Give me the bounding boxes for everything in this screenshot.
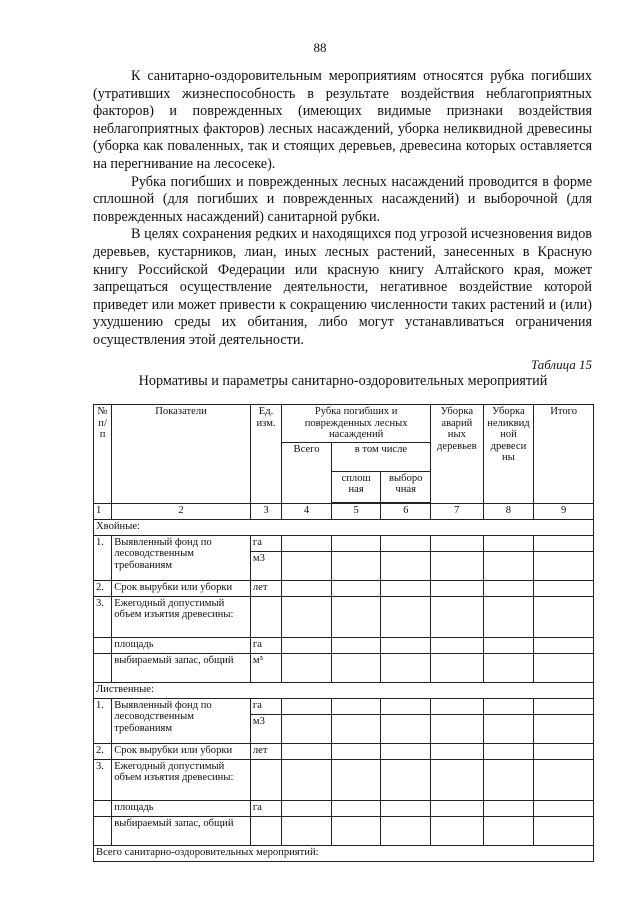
row-num [94, 637, 112, 653]
body-text [93, 68, 592, 350]
row-label: выбираемый запас, общий [112, 816, 251, 845]
section-row [94, 519, 594, 535]
data-cell [431, 698, 484, 714]
footer-total: Всего санитарно-оздоровительных мероприятий: [94, 845, 594, 861]
row-label: Ежегодный допустимый объем изъятия древесины: [112, 759, 251, 800]
column-number: 1 [94, 503, 112, 519]
data-cell [483, 596, 534, 637]
row-unit [250, 759, 281, 800]
header-row [94, 405, 594, 443]
row-label: Выявленный фонд по лесоводственным требованиям [112, 698, 251, 743]
row-num [94, 653, 112, 682]
table-row [94, 698, 594, 714]
data-cell [483, 743, 534, 759]
row-num: 3. [94, 759, 112, 800]
data-cell [381, 759, 431, 800]
data-cell [282, 596, 332, 637]
row-label: Выявленный фонд по лесоводственным требованиям [112, 535, 251, 580]
data-cell [483, 637, 534, 653]
header-unit: Ед. изм. [250, 405, 281, 504]
data-cell [431, 596, 484, 637]
column-number-row [94, 503, 594, 519]
data-cell [534, 653, 594, 682]
header-total: Итого [534, 405, 594, 504]
row-unit: м3 [250, 714, 281, 743]
header-num: № п/п [94, 405, 112, 504]
row-unit: га [250, 637, 281, 653]
data-cell [534, 580, 594, 596]
table-row [94, 580, 594, 596]
row-unit: лет [250, 743, 281, 759]
data-cell [331, 596, 381, 637]
data-cell [381, 743, 431, 759]
data-cell [381, 714, 431, 743]
paragraph: К санитарно-оздоровительным мероприятиям относятся рубка погибших (утративших жизнеспособность в результате воздействия неблагоприятных факторов) и поврежденных (имеющих видимые признаки воздействия неблагоприятных факторов) лесных насаждений, уборка неликвидной древесины (уборка как поваленных, так и стоящих деревьев, древесина которых оставляется на перегнивание на лесосеке). [93, 68, 592, 172]
data-cell [534, 551, 594, 580]
data-cell [534, 596, 594, 637]
data-cell [331, 759, 381, 800]
row-num: 1. [94, 535, 112, 580]
data-cell [282, 551, 332, 580]
header-clear: сплош ная [331, 471, 381, 502]
data-cell [431, 637, 484, 653]
row-unit [250, 816, 281, 845]
data-cell [431, 759, 484, 800]
data-cell [431, 535, 484, 551]
row-label: Ежегодный допустимый объем изъятия древесины: [112, 596, 251, 637]
data-cell [381, 535, 431, 551]
data-cell [282, 714, 332, 743]
data-cell [282, 759, 332, 800]
section-title: Лиственные: [94, 682, 594, 698]
data-cell [483, 816, 534, 845]
column-number: 9 [534, 503, 594, 519]
data-cell [331, 714, 381, 743]
data-cell [483, 698, 534, 714]
row-num: 2. [94, 743, 112, 759]
header-emergency: Уборка аварий ных деревьев [431, 405, 484, 504]
data-cell [381, 596, 431, 637]
standards-table [93, 404, 594, 862]
footer-row [94, 845, 594, 861]
data-cell [381, 637, 431, 653]
column-number: 2 [112, 503, 251, 519]
data-cell [282, 816, 332, 845]
data-cell [431, 714, 484, 743]
column-number: 4 [282, 503, 332, 519]
table-row [94, 637, 594, 653]
data-cell [534, 714, 594, 743]
data-cell [381, 551, 431, 580]
data-cell [282, 698, 332, 714]
column-number: 7 [431, 503, 484, 519]
data-cell [431, 743, 484, 759]
row-label: выбираемый запас, общий [112, 653, 251, 682]
row-label: Срок вырубки или уборки [112, 743, 251, 759]
row-label: Срок вырубки или уборки [112, 580, 251, 596]
data-cell [282, 637, 332, 653]
table-row [94, 759, 594, 800]
data-cell [331, 816, 381, 845]
row-num: 3. [94, 596, 112, 637]
header-total-all: Всего [282, 442, 332, 503]
data-cell [534, 816, 594, 845]
row-unit: га [250, 535, 281, 551]
page-number: 88 [313, 40, 327, 55]
row-unit: лет [250, 580, 281, 596]
row-unit: м³ [250, 653, 281, 682]
table-caption: Таблица 15 [530, 357, 592, 372]
data-cell [431, 551, 484, 580]
data-cell [331, 637, 381, 653]
data-cell [282, 800, 332, 816]
data-cell [534, 637, 594, 653]
data-cell [534, 535, 594, 551]
table-row [94, 816, 594, 845]
data-cell [282, 653, 332, 682]
section-row [94, 682, 594, 698]
row-unit: га [250, 800, 281, 816]
row-num: 2. [94, 580, 112, 596]
data-cell [331, 551, 381, 580]
data-cell [381, 800, 431, 816]
row-label: площадь [112, 637, 251, 653]
data-cell [483, 714, 534, 743]
data-cell [331, 580, 381, 596]
data-cell [331, 535, 381, 551]
paragraph: В целях сохранения редких и находящихся под угрозой исчезновения видов деревьев, кустарников, лиан, иных лесных растений, занесенных в Красную книгу Российской Федерации или красную книгу Алтайского края, может запрещаться осуществление деятельности, негативное воздействие которой приведет или может привести к сокращению численности таких растений и (или) ухудшению среды их обитания, либо могут устанавливаться ограничения осуществления этой деятельности. [93, 226, 592, 348]
table-row [94, 653, 594, 682]
row-label: площадь [112, 800, 251, 816]
data-cell [431, 816, 484, 845]
data-cell [381, 580, 431, 596]
data-cell [282, 535, 332, 551]
data-cell [381, 698, 431, 714]
table-title: Нормативы и параметры санитарно-оздоровительных мероприятий [138, 373, 548, 389]
column-number: 8 [483, 503, 534, 519]
data-cell [431, 653, 484, 682]
data-cell [331, 698, 381, 714]
paragraph: Рубка погибших и поврежденных лесных насаждений проводится в форме сплошной (для погибших и поврежденных насаждений) и выборочной (для поврежденных насаждений) санитарной рубки. [93, 173, 592, 225]
row-unit: га [250, 698, 281, 714]
column-number: 5 [331, 503, 381, 519]
data-cell [534, 759, 594, 800]
data-cell [534, 800, 594, 816]
row-num [94, 800, 112, 816]
table-row [94, 800, 594, 816]
column-number: 3 [250, 503, 281, 519]
data-cell [483, 653, 534, 682]
data-cell [483, 800, 534, 816]
data-cell [431, 580, 484, 596]
header-felling: Рубка погибших и поврежденных лесных насаждений [282, 405, 431, 443]
header-indicators: Показатели [112, 405, 251, 504]
data-cell [282, 580, 332, 596]
data-cell [331, 653, 381, 682]
data-cell [483, 580, 534, 596]
column-number: 6 [381, 503, 431, 519]
header-selective: выборо чная [381, 471, 431, 502]
data-cell [282, 743, 332, 759]
row-num: 1. [94, 698, 112, 743]
data-cell [431, 800, 484, 816]
table-row [94, 596, 594, 637]
row-unit [250, 596, 281, 637]
data-cell [483, 535, 534, 551]
table-row [94, 743, 594, 759]
data-cell [534, 743, 594, 759]
data-cell [381, 816, 431, 845]
data-cell [381, 653, 431, 682]
row-unit: м3 [250, 551, 281, 580]
data-cell [331, 743, 381, 759]
row-num [94, 816, 112, 845]
header-including: в том числе [331, 442, 430, 471]
header-nonmarket: Уборка неликвид ной древеси ны [483, 405, 534, 504]
table-row [94, 535, 594, 551]
data-cell [483, 551, 534, 580]
section-title: Хвойные: [94, 519, 594, 535]
data-cell [331, 800, 381, 816]
data-cell [534, 698, 594, 714]
data-cell [483, 759, 534, 800]
